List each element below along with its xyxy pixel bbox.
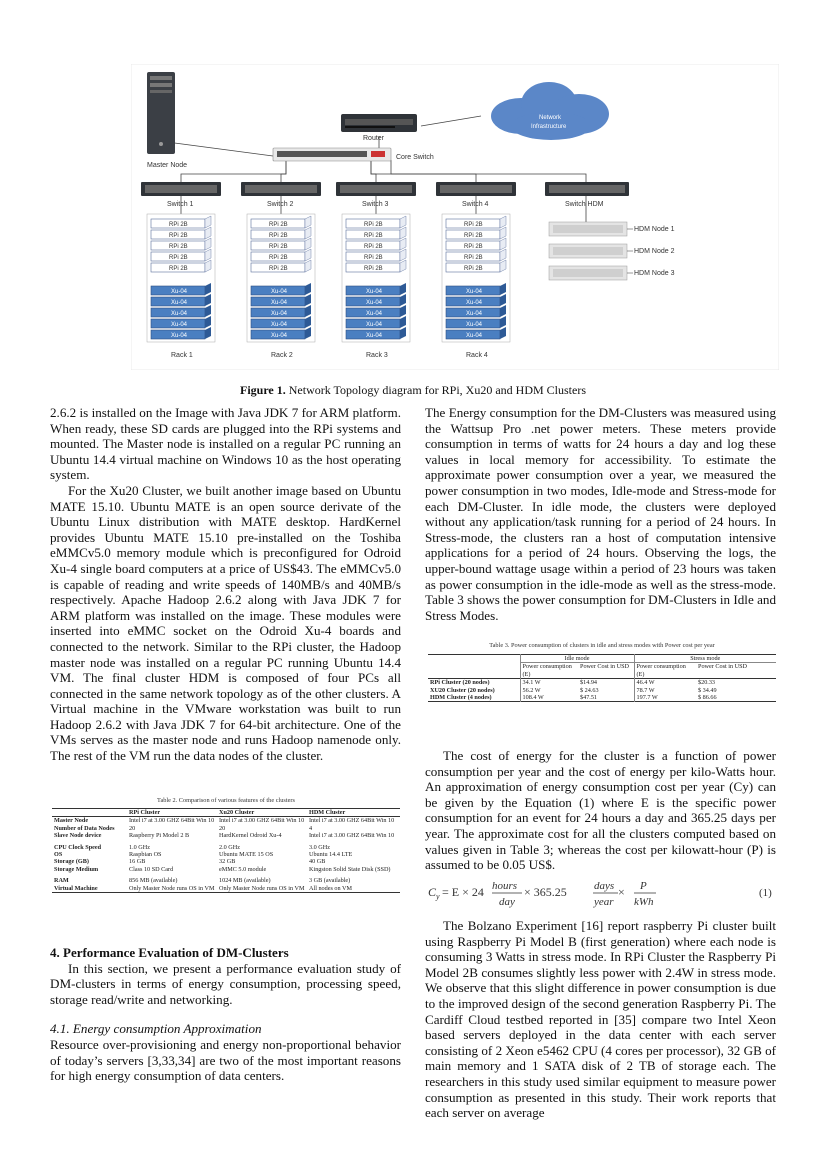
- xu-board-label: Xu-04: [366, 300, 383, 306]
- rpi-board-label: RPi 2B: [364, 255, 383, 261]
- core-switch-label: Core Switch: [396, 154, 434, 161]
- table-3-grid: [428, 654, 776, 702]
- table-cell: Class 10 SD Card: [129, 865, 174, 873]
- table-cell: 32 GB: [219, 858, 236, 866]
- eq-times2: ×: [618, 885, 625, 899]
- switch-1-label: Switch 1: [167, 201, 194, 208]
- table-cell: 56.2 W: [522, 686, 541, 694]
- table-row-label: Slave Node device: [54, 832, 102, 840]
- hdm-node-3-icon: [549, 266, 627, 280]
- network-label-2: Infrastructure: [531, 124, 567, 130]
- rack-4-label: Rack 4: [466, 352, 488, 359]
- table-cell: Ubuntu 14.4 LTE: [309, 851, 353, 859]
- table-cell: Intel i7 at 3.00 GHZ 64Bit Win 10: [309, 832, 395, 840]
- table-cell: Raspbian OS: [129, 851, 162, 859]
- table-row: [52, 851, 400, 858]
- router-icon: [341, 114, 417, 132]
- rpi-board-label: RPi 2B: [364, 222, 383, 228]
- rack-2-label: Rack 2: [271, 352, 293, 359]
- table-cell: 20: [129, 824, 136, 832]
- eq-e-term: = E × 24: [442, 885, 484, 899]
- rpi-board-label: RPi 2B: [269, 244, 288, 250]
- table-2-header: HDM Cluster: [309, 809, 346, 816]
- table-cell: Raspberry Pi Model 2 B: [129, 832, 190, 840]
- table-row-label: Virtual Machine: [54, 884, 98, 892]
- xu-board-label: Xu-04: [271, 311, 288, 317]
- table-3-title: Table 3. Power consumption of clusters in idle and stress modes with Power cost per year: [489, 642, 715, 649]
- table-row-label: CPU Clock Speed: [54, 843, 102, 851]
- table-cell: $ 24.63: [578, 687, 634, 694]
- rpi-board-label: RPi 2B: [464, 233, 483, 239]
- rpi-board-label: RPi 2B: [169, 266, 188, 272]
- table-2-title: Table 2. Comparison of various features of the clusters: [157, 797, 295, 804]
- table-cell: 2.0 GHz: [219, 843, 240, 851]
- left-paragraph-2: For the Xu20 Cluster, we built another image based on Ubuntu MATE 15.10. Ubuntu MATE is an open source derivate of the Ubuntu Linux distribution with MATE desktop. HardKernel provides Ubuntu MATE 15.10 pre-installed on the Toshiba eMMCv5.0 memory module which is preconfigured for Odroid Xu-4 single board computers at a price of US$43. The eMMCv5.0 is capable of reading and write speeds of 140MB/s and 40MB/s respectively. Apache Hadoop 2.6.2 along with Java JDK 7 for ARM platform was installed on the image. These modules were inserted into eMMC socket on the Odroid Xu-4 boards and connected to the network. Similar to the RPi cluster, the Hadoop master node was installed on a regular PC running Ubuntu 14.4 VM. The final cluster HDM is composed of four PCs all connected in the same network topology as of the other clusters. A Virtual machine in the VMware workstation was built to run Hadoop 2.6.2 with Java JDK 7 for 64-bit architecture. One of the VMs serves as the master node and runs Hadoop namenode only. The rest of the VM run the data nodes of the cluster.: [50, 482, 401, 764]
- table-2: [52, 797, 400, 893]
- table-cell: 34.1 W: [522, 679, 541, 687]
- rpi-board-label: RPi 2B: [269, 222, 288, 228]
- xu-board-label: Xu-04: [366, 322, 383, 328]
- network-topology-figure: [131, 64, 779, 370]
- switch-3-label: Switch 3: [362, 201, 389, 208]
- right-column-middle: [425, 748, 776, 873]
- xu-board-label: Xu-04: [366, 333, 383, 339]
- eq-times1: × 365.25: [524, 885, 567, 899]
- table-3-subheader: Power Cost in USD: [698, 663, 747, 671]
- left-paragraph-4: Resource over-provisioning and energy non-proportional behavior of today’s servers [3,33,34] are two of the most important reasons for high energy consumption of data centers.: [50, 1036, 401, 1084]
- master-node-icon: [147, 72, 175, 154]
- table-2-header: RPi Cluster: [129, 809, 161, 816]
- eq-number: (1): [759, 887, 772, 899]
- right-column-top: [425, 405, 776, 623]
- table-row: [52, 825, 400, 832]
- rpi-board-label: RPi 2B: [464, 266, 483, 272]
- rack-3-label: Rack 3: [366, 352, 388, 359]
- table-row: [52, 866, 400, 873]
- table-row-label: Storage (GB): [54, 858, 89, 866]
- xu-board-label: Xu-04: [171, 333, 188, 339]
- rpi-board-label: RPi 2B: [269, 233, 288, 239]
- table-cell: 856 MB (available): [129, 877, 178, 885]
- eq-hours: hours: [492, 880, 518, 892]
- table-row: [52, 840, 400, 851]
- rpi-board-label: RPi 2B: [364, 244, 383, 250]
- table-cell: Intel i7 at 3.00 GHZ 64Bit Win 10: [219, 817, 305, 825]
- xu-board-label: Xu-04: [271, 333, 288, 339]
- switch-2-label: Switch 2: [267, 201, 294, 208]
- hdm-node-3-label: HDM Node 3: [634, 270, 675, 277]
- rpi-board-label: RPi 2B: [269, 266, 288, 272]
- right-paragraph-1: The Energy consumption for the DM-Clusters was measured using the Wattsup Pro .net power meters. These meters provide consumption in terms of watts for 24 hours a day and log these values in local memory for accessibility. To estimate the approximate power consumption over a year, we measured the power consumption in two modes, Idle-mode and Stress-mode for each DM-Cluster. In idle mode, the clusters were deployed without any application/task running for a period of 24 hours. In Stress-mode, the clusters ran a host of computation intensive applications for a period of 24 hours. Observing the logs, the upper-bound wattage usage within a period of 23 hours was taken as power consumption in the idle-mode as well as the stress-mode. Table 3 shows the power consumption for DM-Clusters in Idle and Stress Modes.: [425, 405, 776, 623]
- table-row: [52, 873, 400, 884]
- rpi-board-label: RPi 2B: [364, 266, 383, 272]
- table-cell: 40 GB: [309, 858, 326, 866]
- left-column-top: [50, 405, 401, 764]
- table-cell: 46.4 W: [636, 679, 655, 687]
- table-cell: $ 86.66: [698, 694, 717, 702]
- table-row: [52, 832, 400, 839]
- figure-caption: [0, 383, 826, 398]
- left-paragraph-1: 2.6.2 is installed on the Image with Java JDK 7 for ARM platform. When ready, these SD cards are plugged into the RPi systems and mounted. The Master node is installed on a regular PC running an Ubuntu 14.4 virtual machine on Windows 10 as the host operating system.: [50, 405, 401, 483]
- table-cell: Only Master Node runs OS in VM: [129, 884, 215, 892]
- xu-board-label: Xu-04: [366, 289, 383, 295]
- table-row-label: OS: [54, 851, 63, 859]
- table-row: [52, 885, 400, 893]
- table-cell: 1024 MB (available): [219, 877, 271, 885]
- xu-board-label: Xu-04: [466, 333, 483, 339]
- rack-1-label: Rack 1: [171, 352, 193, 359]
- table-2-header: Xu20 Cluster: [219, 809, 255, 816]
- core-switch-icon: [273, 148, 391, 161]
- right-column-bottom: [425, 918, 776, 1121]
- table-cell: 16 GB: [129, 858, 146, 866]
- table-cell: 3.0 GHz: [309, 843, 330, 851]
- table-cell: $47.51: [578, 694, 634, 702]
- figure-caption-label: Figure 1.: [239, 383, 286, 397]
- table-cell: 3 GB (available): [309, 877, 351, 885]
- rpi-board-label: RPi 2B: [364, 233, 383, 239]
- table-cell: HardKernel Odroid Xu-4: [219, 832, 282, 840]
- eq-days: days: [594, 880, 615, 892]
- rpi-board-label: RPi 2B: [169, 222, 188, 228]
- table-cell: All nodes on VM: [309, 884, 353, 892]
- table-3-subheader: Power consumption (E): [522, 663, 572, 678]
- table-row: [428, 694, 776, 702]
- table-row: [52, 858, 400, 865]
- table-row-label: XU20 Cluster (20 nodes): [428, 687, 520, 694]
- rpi-board-label: RPi 2B: [269, 255, 288, 261]
- figure-caption-text: Network Topology diagram for RPi, Xu20 and HDM Clusters: [285, 383, 587, 397]
- table-row-label: RPi Cluster (20 nodes): [428, 679, 520, 687]
- xu-board-label: Xu-04: [466, 322, 483, 328]
- table-row-label: Number of Data Nodes: [54, 824, 115, 832]
- xu-board-label: Xu-04: [171, 322, 188, 328]
- rpi-board-label: RPi 2B: [169, 233, 188, 239]
- xu-board-label: Xu-04: [171, 289, 188, 295]
- table-cell: 108.4 W: [522, 694, 544, 702]
- table-3-subheader: Power consumption (E): [636, 663, 686, 678]
- table-cell: Only Master Node runs OS in VM: [219, 884, 305, 892]
- table-2-grid: [52, 808, 400, 893]
- router-label: Router: [363, 135, 385, 142]
- eq-year: year: [594, 896, 614, 908]
- table-cell: 1.0 GHz: [129, 843, 150, 851]
- eq-kwh: kWh: [634, 896, 654, 908]
- xu-board-label: Xu-04: [271, 300, 288, 306]
- table-cell: Intel i7 at 3.00 GHZ 64Bit Win 10: [309, 817, 395, 825]
- xu-board-label: Xu-04: [466, 311, 483, 317]
- table-cell: Ubuntu MATE 15 OS: [219, 851, 274, 859]
- switch-hdm-icon: [545, 182, 629, 196]
- xu-board-label: Xu-04: [466, 289, 483, 295]
- table-3-subheader: Power Cost in USD: [578, 663, 634, 679]
- equation-1: [428, 876, 778, 910]
- table-row: [428, 687, 776, 694]
- xu-board-label: Xu-04: [466, 300, 483, 306]
- subsection-4-1-heading: 4.1. Energy consumption Approximation: [50, 1021, 262, 1037]
- xu-board-label: Xu-04: [171, 311, 188, 317]
- table-cell: Intel i7 at 3.00 GHZ 64Bit Win 10: [129, 817, 215, 825]
- table-3-stress-header: Stress mode: [634, 655, 776, 663]
- table-cell: 197.7 W: [636, 694, 658, 702]
- table-3: [428, 642, 776, 702]
- right-paragraph-3: The Bolzano Experiment [16] report raspberry Pi cluster built using Raspberry Pi Model B (first generation) where each node is consuming 3 Watts in stress mode. In RPi Cluster the Raspberry Pi Model 2B consumes slightly less power with 2.4W in stress mode. We observe that this slight difference in power consumption is due to the improved design of the second generation Raspberry Pi. The Cardiff Cloud testbed reported in [35] compare two Intel Xeon based servers deployed in the data center with each server consisting of 2 Xeon e5462 CPU (4 cores per processor), 32 GB of main memory and 1 SATA disk of 2 TB of storage each. The researchers in this study used similar equipment to measure power consumption as presented in this study. Their work reports that each server on average: [425, 918, 776, 1121]
- table-row-label: RAM: [54, 877, 69, 885]
- hdm-node-2-icon: [549, 244, 627, 258]
- table-cell: $ 34.49: [698, 686, 717, 694]
- xu-board-label: Xu-04: [171, 300, 188, 306]
- table-row-label: Master Node: [54, 817, 89, 825]
- table-row: [52, 817, 400, 825]
- table-cell: Kingston Solid State Disk (SSD): [309, 865, 391, 873]
- table-cell: 78.7 W: [636, 686, 655, 694]
- table-cell: $20.33: [698, 679, 716, 687]
- left-paragraph-3: In this section, we present a performance evaluation study of DM-clusters in terms of energy consumption, processing speed, storage read/write and networking.: [50, 960, 401, 1007]
- switch-hdm-label: Switch HDM: [565, 201, 604, 208]
- table-2-header: [52, 809, 127, 817]
- hdm-node-1-label: HDM Node 1: [634, 226, 675, 233]
- eq-day: day: [499, 896, 515, 908]
- section-4-heading: 4. Performance Evaluation of DM-Clusters: [50, 945, 289, 960]
- table-cell: 4: [309, 824, 313, 832]
- rpi-board-label: RPi 2B: [464, 244, 483, 250]
- rpi-board-label: RPi 2B: [169, 244, 188, 250]
- switch-4-label: Switch 4: [462, 201, 489, 208]
- rpi-board-label: RPi 2B: [464, 222, 483, 228]
- xu-board-label: Xu-04: [271, 289, 288, 295]
- eq-lhs: C: [428, 885, 437, 899]
- table-cell: 20: [219, 824, 226, 832]
- xu-board-label: Xu-04: [271, 322, 288, 328]
- table-cell: eMMC 5.0 module: [219, 865, 267, 873]
- table-cell: $14.94: [578, 679, 634, 687]
- table-row-label: HDM Cluster (4 nodes): [428, 694, 520, 702]
- xu-board-label: Xu-04: [366, 311, 383, 317]
- table-row: [428, 679, 776, 687]
- network-label-1: Network: [539, 115, 562, 121]
- hdm-node-1-icon: [549, 222, 627, 236]
- rpi-board-label: RPi 2B: [464, 255, 483, 261]
- eq-lhs-sub: y: [436, 892, 440, 901]
- left-column-bottom: [50, 945, 401, 1084]
- table-3-idle-header: Idle mode: [520, 655, 634, 663]
- rpi-board-label: RPi 2B: [169, 255, 188, 261]
- eq-p: P: [640, 880, 647, 892]
- right-paragraph-2: The cost of energy for the cluster is a function of power consumption per year and the cost of energy per kilo-Watts hour. An approximation of energy consumption cost per year (Cy) can be given by the Equation (1) where E is the specific power consumption for an event for 24 hours a day and 365.25 days per year. The approximate cost for all the clusters computed based on values given in Table 3; whereas the cost per kilowatt-hour (P) is assumed to be 0.05 US$.: [425, 748, 776, 873]
- hdm-node-2-label: HDM Node 2: [634, 248, 675, 255]
- table-row-label: Storage Medium: [54, 865, 99, 873]
- master-node-label: Master Node: [147, 162, 188, 169]
